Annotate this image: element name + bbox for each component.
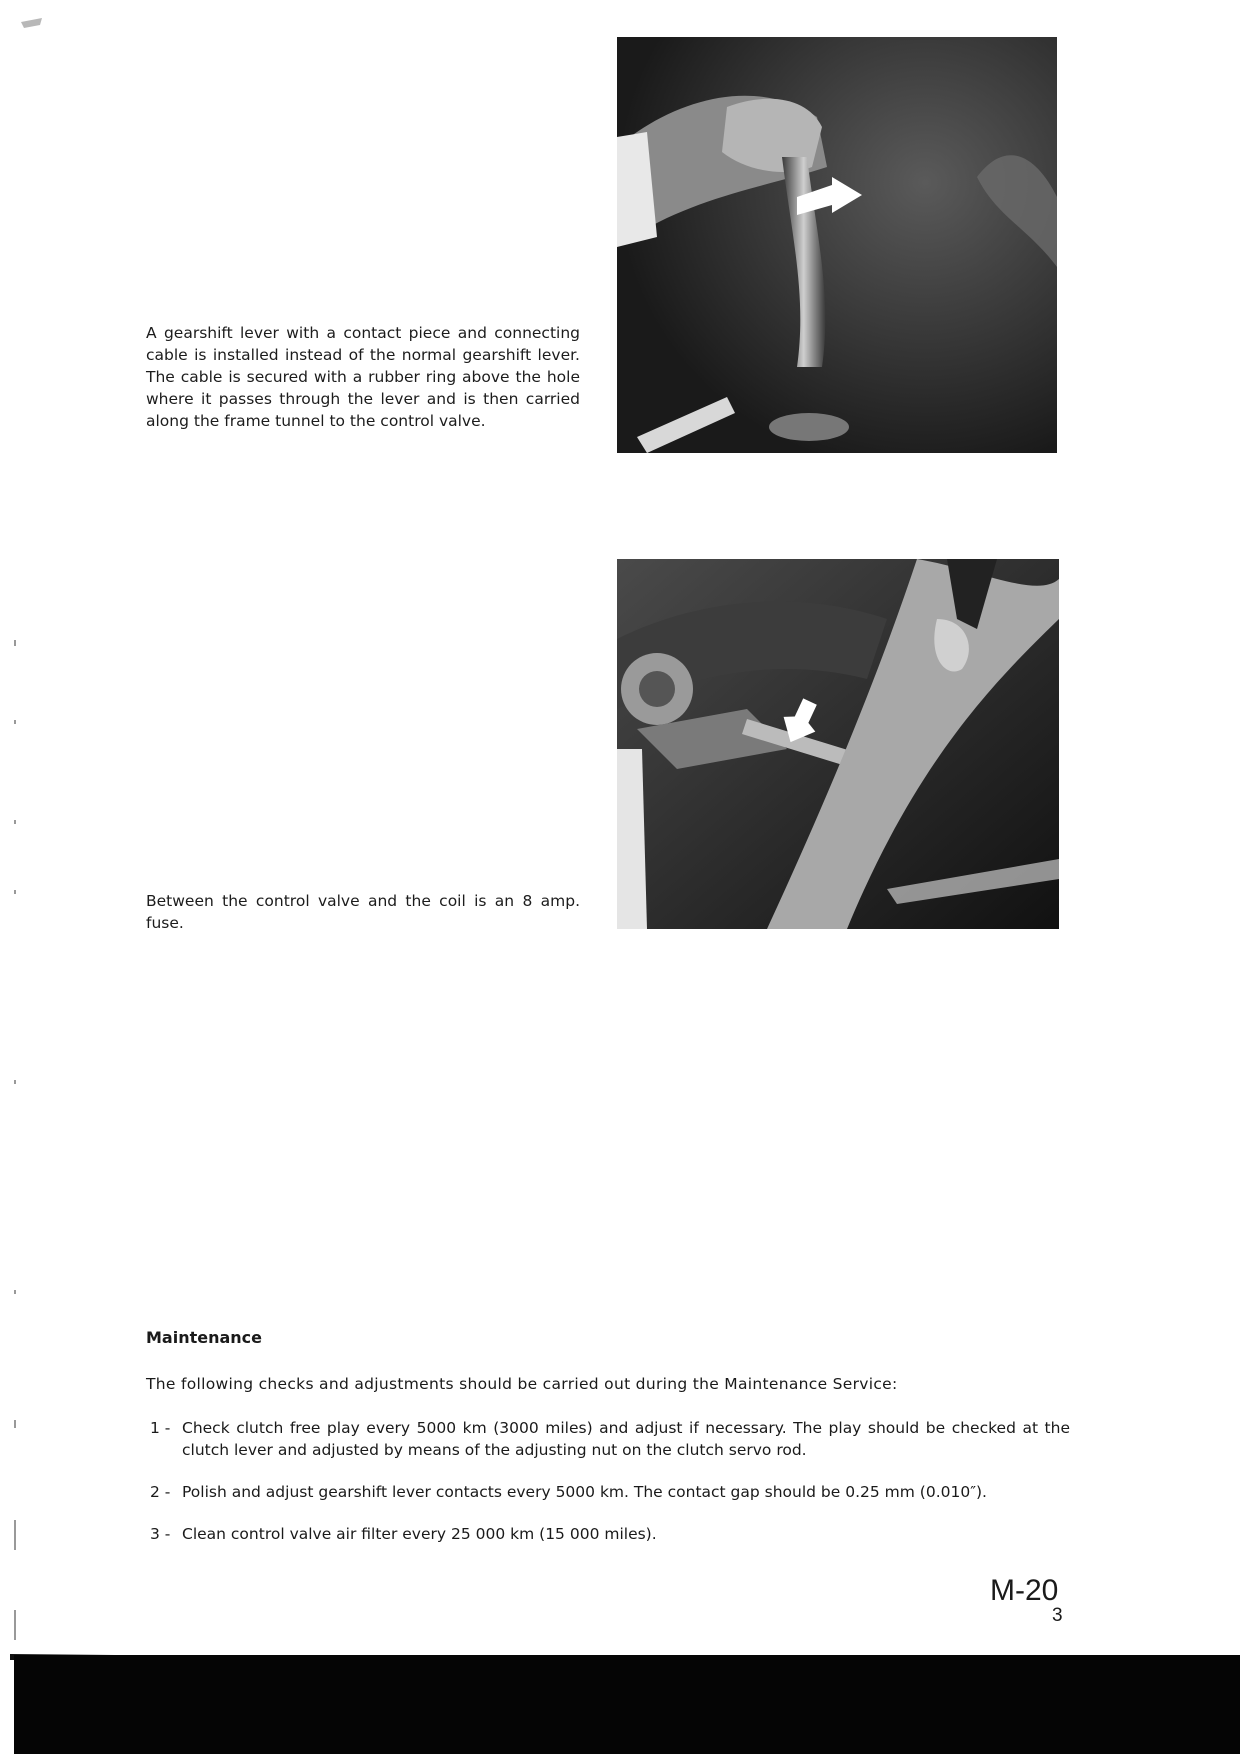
scan-corner-mark <box>20 16 44 30</box>
gearshift-lever-paragraph: A gearshift lever with a contact piece and connecting cable is installed instead of the normal gearshift lever. The cable is secured with a rubber ring above the hole where it passes through the lever and is then carried along the frame tunnel to the control valve. <box>146 324 580 430</box>
maintenance-item <box>150 1523 1070 1545</box>
maintenance-item-text: Polish and adjust gearshift lever contacts every 5000 km. The contact gap should be 0.25 mm (0.010″). <box>182 1483 987 1501</box>
page-code: M-20 <box>990 1574 1059 1607</box>
maintenance-item-number: 3 - <box>150 1525 171 1543</box>
maintenance-item-text: Clean control valve air filter every 25 000 km (15 000 miles). <box>182 1525 657 1543</box>
maintenance-list <box>150 1417 1070 1565</box>
maintenance-item-text: Check clutch free play every 5000 km (3000 miles) and adjust if necessary. The play should be checked at the clutch lever and adjusted by means of the adjusting nut on the clutch servo rod. <box>182 1419 1070 1459</box>
maintenance-item <box>150 1481 1070 1503</box>
gearshift-lever-photo <box>617 37 1057 453</box>
maintenance-item-number: 1 - <box>150 1419 171 1437</box>
maintenance-heading: Maintenance <box>146 1328 263 1347</box>
control-valve-fuse-photo <box>617 559 1059 929</box>
maintenance-item <box>150 1417 1070 1461</box>
scan-margin-dots <box>14 560 17 1660</box>
maintenance-intro: The following checks and adjustments should be carried out during the Maintenance Service: <box>146 1375 898 1393</box>
page-number: 3 <box>1052 1605 1063 1626</box>
fuse-paragraph: Between the control valve and the coil is an 8 amp. fuse. <box>146 892 580 932</box>
maintenance-item-number: 2 - <box>150 1483 171 1501</box>
scan-bottom-edge <box>14 1655 1240 1754</box>
